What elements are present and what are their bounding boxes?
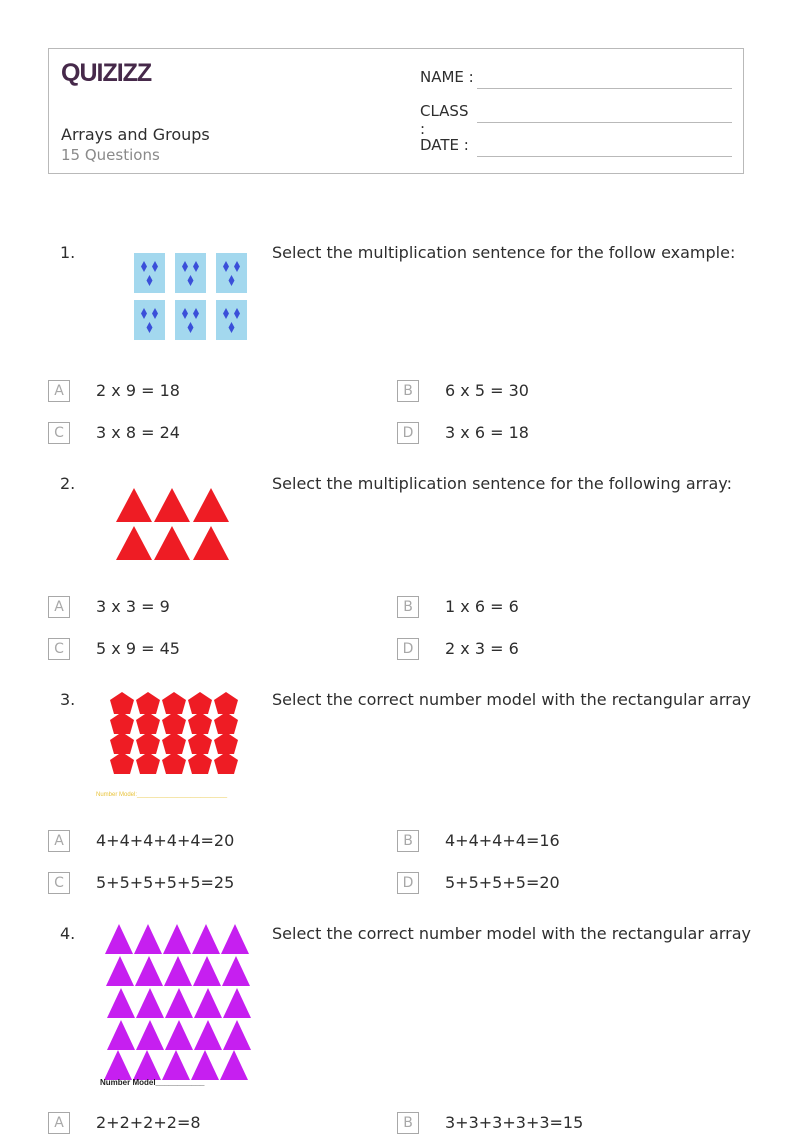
question-1-image (130, 249, 250, 347)
option-text: 2 x 3 = 6 (445, 639, 519, 658)
number-model-caption: Number Model:___________________________ (96, 792, 228, 798)
option-letter: C (48, 422, 70, 444)
question-number: 2. (60, 474, 76, 493)
option-letter: A (48, 380, 70, 402)
question-4-image (98, 920, 256, 1092)
class-field[interactable] (420, 102, 476, 138)
number-model-caption: Number Model___________ (100, 1078, 205, 1087)
name-line[interactable] (477, 88, 732, 89)
option-text: 4+4+4+4=16 (445, 831, 560, 850)
option-letter: A (48, 1112, 70, 1134)
option-letter: C (48, 638, 70, 660)
class-label: CLASS : (420, 102, 469, 138)
option-text: 5+5+5+5=20 (445, 873, 560, 892)
option-letter: A (48, 596, 70, 618)
question-text: Select the multiplication sentence for the following array: (272, 474, 732, 493)
option-letter: D (397, 872, 419, 894)
option-text: 2+2+2+2=8 (96, 1113, 201, 1132)
option-letter: B (397, 830, 419, 852)
date-label: DATE : (420, 136, 469, 154)
date-line[interactable] (477, 156, 732, 157)
question-number: 1. (60, 243, 76, 262)
question-number: 4. (60, 924, 76, 943)
option-letter: C (48, 872, 70, 894)
quizizz-logo (61, 59, 153, 91)
question-3-image (96, 690, 248, 804)
worksheet-title: Arrays and Groups (61, 125, 210, 144)
option-letter: D (397, 638, 419, 660)
quizizz-logo-mark (61, 59, 153, 87)
question-number: 3. (60, 690, 76, 709)
date-field[interactable] (420, 136, 476, 154)
question-text: Select the multiplication sentence for the follow example: (272, 243, 736, 262)
red-triangle-array (112, 484, 234, 564)
option-text: 5+5+5+5+5=25 (96, 873, 235, 892)
question-text: Select the correct number model with the rectangular array (272, 924, 751, 943)
option-text: 1 x 6 = 6 (445, 597, 519, 616)
option-text: 3 x 6 = 18 (445, 423, 529, 442)
blue-card-array (130, 249, 250, 343)
name-label: NAME : (420, 68, 474, 86)
question-2-image (112, 484, 234, 568)
class-line[interactable] (477, 122, 732, 123)
purple-triangle-array (98, 920, 256, 1088)
option-letter: D (397, 422, 419, 444)
question-count: 15 Questions (61, 146, 160, 164)
red-pentagon-array (96, 690, 248, 800)
option-text: 3 x 8 = 24 (96, 423, 180, 442)
option-text: 3 x 3 = 9 (96, 597, 170, 616)
option-text: 3+3+3+3+3=15 (445, 1113, 584, 1132)
option-text: 5 x 9 = 45 (96, 639, 180, 658)
question-text: Select the correct number model with the rectangular array (272, 690, 751, 709)
name-field[interactable] (420, 68, 476, 86)
option-letter: B (397, 1112, 419, 1134)
option-text: 2 x 9 = 18 (96, 381, 180, 400)
option-text: 4+4+4+4+4=20 (96, 831, 235, 850)
option-letter: B (397, 380, 419, 402)
option-text: 6 x 5 = 30 (445, 381, 529, 400)
worksheet-header (48, 48, 744, 174)
option-letter: A (48, 830, 70, 852)
option-letter: B (397, 596, 419, 618)
logo-wordmark: QUIZIZZ (61, 59, 152, 87)
